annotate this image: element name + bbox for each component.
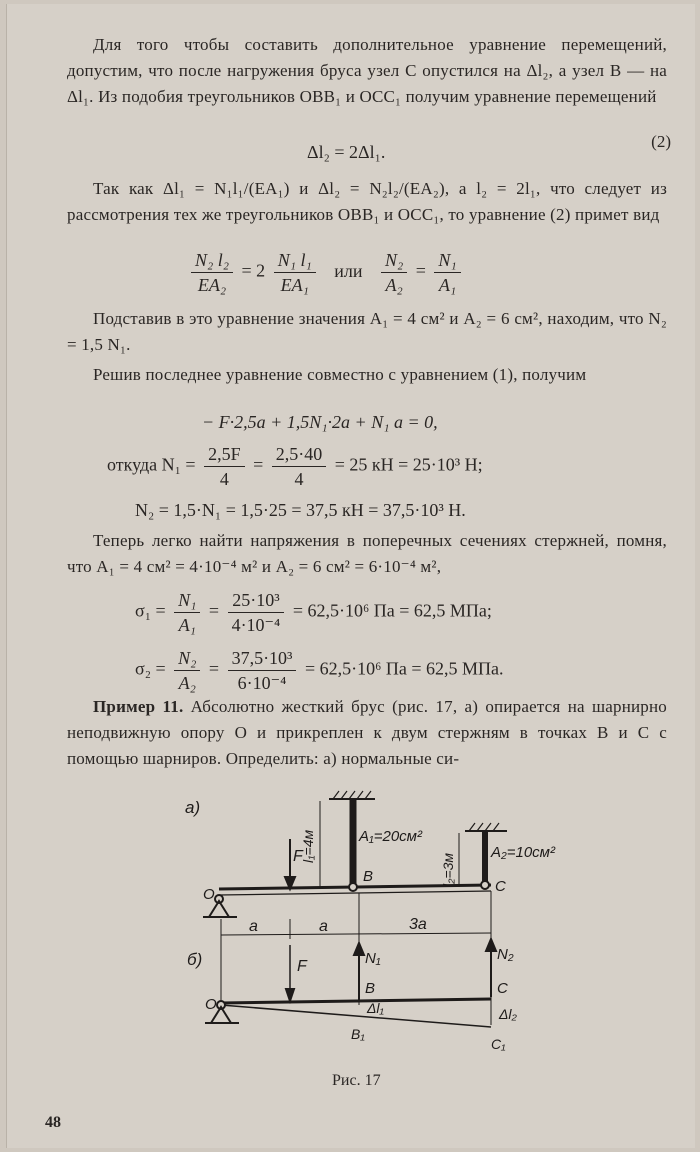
- n2-equation: N₂ = 1,5·N₁ = 1,5·25 = 37,5 кН = 37,5·10³ Н.: [135, 500, 466, 520]
- example-label: Пример 11.: [93, 697, 184, 716]
- force-n2-label: N₂: [497, 946, 514, 963]
- force-f-arrowhead-b: [286, 989, 294, 1001]
- fraction: [228, 646, 297, 695]
- beam-b-deformed: [221, 1005, 491, 1027]
- figure-17: [7, 779, 695, 1079]
- area-a2-label: A₂=10см²: [491, 844, 555, 861]
- denominator: EA₂: [197, 275, 227, 295]
- fraction: [174, 588, 200, 637]
- pin-b: [349, 883, 357, 891]
- point-c1-label: C₁: [491, 1036, 506, 1052]
- sigma2-equation: σ₂ = $\frac{\text{N₂}}{\text{A₂}}$ = $\frac{\text{37,5·10³}}{\text{6·10⁻⁴}}$ = 62,5·10⁶ Па = 62,5 МПа.: [135, 648, 504, 693]
- point-b-label-a: B: [363, 868, 374, 885]
- example-11-paragraph: [67, 694, 667, 772]
- point-b-label-b: B: [365, 980, 376, 997]
- page-number: 48: [45, 1114, 61, 1131]
- paragraph-1: Для того чтобы составить дополнительное уравнение перемещений, допустим, что после нагружения бруса узел C опустился на Δl₂, а узел B — на Δl₁. Из подобия треугольников OBB₁ и OCC₁ получим уравнение перемещений: [67, 35, 667, 106]
- beam-a-lower: [219, 891, 491, 895]
- denominator: A₂: [178, 673, 196, 693]
- sigma1-tail: = 62,5·10⁶ Па = 62,5 МПа;: [292, 600, 492, 621]
- example-text: Абсолютно жесткий брус (рис. 17, а) опирается на шарнирно неподвижную опору O и прикреплен к двум стержням в точках B и C с помощью шарниров. Определить: а) нормальные си-: [67, 697, 667, 768]
- figure-label-b: б): [187, 950, 203, 969]
- fraction: [434, 248, 460, 297]
- sigma1-equation: σ₁ = $\frac{\text{N₁}}{\text{A₁}}$ = $\frac{\text{25·10³}}{\text{4·10⁻⁴}}$ = 62,5·10⁶ Па = 62,5 МПа;: [135, 590, 492, 635]
- dimension-line: [221, 933, 491, 935]
- denominator: A₁: [178, 615, 196, 635]
- figure-label-a: а): [185, 798, 201, 817]
- delta-l2-label: Δl₂: [499, 1006, 517, 1022]
- numerator: N₂ l₂: [191, 248, 233, 273]
- paragraph-4: Решив последнее уравнение совместно с уравнением (1), получим: [93, 365, 587, 384]
- force-f-label-b: F: [297, 958, 307, 975]
- numerator: 2,5·40: [272, 442, 327, 467]
- paragraph-3: Подставив в это уравнение значения A₁ = 4 см² и A₂ = 6 см², находим, что N₂ = 1,5 N₁.: [67, 309, 667, 354]
- denominator: 4·10⁻⁴: [231, 615, 281, 635]
- denominator: A₁: [438, 275, 457, 295]
- sigma2-prefix: σ₂ =: [135, 658, 166, 679]
- n1-tail: = 25 кН = 25·10³ Н;: [334, 454, 483, 475]
- paragraph-2: Так как Δl₁ = N₁l₁/(EA₁) и Δl₂ = N₂l₂/(EA₂), а l₂ = 2l₁, что следует из рассмотрения тех же треугольников OBB₁ и OCC₁, то уравнение (2) примет вид: [67, 179, 667, 224]
- point-b1-label: B₁: [351, 1026, 365, 1042]
- force-f-label-a: F: [293, 848, 303, 865]
- figure-caption: Рис. 17: [332, 1072, 381, 1089]
- force-n2-arrowhead: [486, 939, 496, 951]
- ceiling-hatch-2: [469, 823, 499, 831]
- fraction: [204, 442, 245, 491]
- fraction: [272, 442, 327, 491]
- coefficient: = 2: [241, 260, 266, 281]
- area-a1-label: A₁=20см²: [359, 828, 422, 845]
- sigma1-prefix: σ₁ =: [135, 600, 166, 621]
- sigma2-tail: = 62,5·10⁶ Па = 62,5 МПа.: [304, 658, 504, 679]
- numerator: 25·10³: [228, 588, 285, 613]
- fraction: [381, 248, 407, 297]
- paragraph-5: Теперь легко найти напряжения в поперечных сечениях стержней, помня, что A₁ = 4 см² = 4·10⁻⁴ м² и A₂ = 6 см² = 6·10⁻⁴ м²,: [67, 531, 667, 576]
- numerator: N₁ l₁: [274, 248, 316, 273]
- fraction: [174, 646, 200, 695]
- denominator: A₂: [385, 275, 403, 295]
- numerator: 2,5F: [204, 442, 245, 467]
- point-o-label-b: O: [205, 996, 217, 1013]
- denominator: EA₁: [280, 275, 309, 295]
- ceiling-hatch-1: [333, 791, 371, 799]
- equation-number-2: (2): [651, 132, 671, 151]
- fraction: [228, 588, 285, 637]
- denominator: 4: [219, 469, 229, 489]
- equation-ratio: $\frac{\text{N₂ l₂}}{\text{EA₂}}$ = 2 $\frac{\text{N₁ l₁}}{\text{EA₁}}$ или $\frac{\text{N₂}}{\text{A₂}}$ = $\frac{\text{N₁}}{\text{A₁}}$: [187, 248, 465, 297]
- dim-a-label-2: a: [319, 918, 328, 935]
- length-l1-label: l₁=4м: [300, 829, 316, 863]
- moment-equation: − F·2,5a + 1,5N₁·2a + N₁ a = 0,: [202, 412, 438, 432]
- delta-l1-label: Δl₁: [367, 1000, 384, 1016]
- equation-2: Δl₂ = 2Δl₁.: [307, 142, 386, 162]
- denominator: 4: [294, 469, 304, 489]
- point-c-label-a: C: [495, 878, 506, 895]
- dim-3a-label: 3a: [409, 916, 427, 933]
- numerator: N₁: [434, 248, 460, 273]
- dim-a-label-1: a: [249, 918, 258, 935]
- point-c-label-b: C: [497, 980, 508, 997]
- book-page: [6, 4, 695, 1148]
- fraction: [274, 248, 316, 297]
- n1-equation: откуда N₁ = $\frac{2,5F}{4}$ = $\frac{2,5\cdot 40}{4}$ = 25 кН = 25·10³ Н;: [107, 444, 483, 489]
- pin-c: [481, 881, 489, 889]
- numerator: N₁: [174, 588, 200, 613]
- point-o-label-a: O: [203, 886, 215, 903]
- numerator: N₂: [381, 248, 407, 273]
- force-n1-label: N₁: [365, 950, 381, 967]
- force-n1-arrowhead: [354, 943, 364, 955]
- numerator: 37,5·10³: [228, 646, 297, 671]
- fraction: [191, 248, 233, 297]
- length-l2-label: l₂=3м: [440, 852, 456, 887]
- n1-prefix: откуда N₁ =: [107, 454, 196, 475]
- or-word: или: [334, 260, 363, 281]
- denominator: 6·10⁻⁴: [237, 673, 287, 693]
- beam-b: [221, 999, 491, 1003]
- numerator: N₂: [174, 646, 200, 671]
